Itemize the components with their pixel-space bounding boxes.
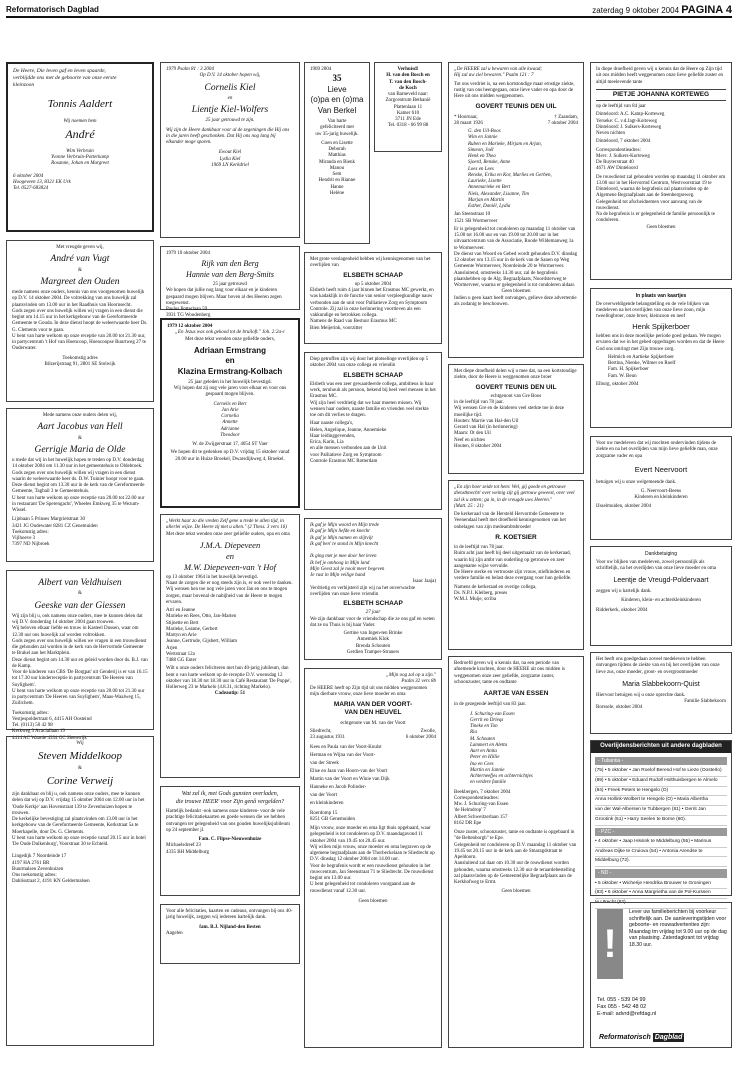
submission-info: ! Lever uw familieberichten bij voorkeur schriftelijk aan. De aanleveringstijden voor geboorte- en rouwadvertenties zijn: Maandag tm vrijdag tot 9.00 uur op de dag van plaatsing. Zaterdagkrant tot vrijdag 18.30 uur. Tel. 055 - 539 04 99 Fax 055 - 542 48 02 E-mail: advrd@refdag.nl Reformatorisch Dagblad xyxy=(590,902,732,1048)
page-header xyxy=(6,4,732,18)
list-item: (89) • 5 oktober • Eduard Rudolf Holthuisbergen te Almelo xyxy=(595,777,727,787)
other-papers-list: - Tubantia - (75) • 5 oktober • Jan Roelof Berend Hof te Lieze (Oosterlo) (89) • 5 oktober • Eduard Rudolf Holthuisbergen te Almelo (84) • Freek Peters te Hengelo (O) Anna Hollink-Wolbert te Hengelo (O) • Maria Albertha van der Wal-Albersen te Tubbergen (81) • Gerrit Jan Grootink (51) • Harry Seelen te Borne (60). - PZC - • 4 oktober • Jaap Hissink te Middelburg (55) • Marinus Andreas Dijke te Cruiova (54) • Antonia Arendse te Middelburg (72). - ND - • 5 oktober • Wicherije Hendrika Brouwer te Groningen (83) • 6 oktober • Anna Margrietha van de Pol-Kurssen te Utrecht (82). xyxy=(591,753,731,911)
list-item: Andreas Dijke te Cruiova (54) • Antonia Arendse te xyxy=(595,848,727,858)
obituary-notice: Bedroefd geven wij u kennis dat, na een periode van afnemende krachten, door de HEERE uit ons midden is weggenomen onze zeer geliefde, zorgzame zuster, schoonzuster, tante en oudtante AARTJE VAN ESSEN in de gezegende leeftijd van 83 jaar. J. Schuring-van Essen Gerrit en Drieqs Tineke en Ton Ria M. Schouten Lammert en Aletta Aart en Anita Peter en Hillie Ina en Cees Martin en Jannie Achterneefjes en achternichtjes en verdere familie Beekbergen, 7 oktober 2004 Correspondentieadres: Mw. J. Schuring-van Essen 'de Helmdrop' 7 Albert Schweitzerlaan 157 8162 DR Epe Onze zuster, schoonzuster, tante en oudtante is opgebaard in "de Beltenborgh" te Epe. Gelegenheid tot condoleren op D.V. maandag 11 oktober van 19.45 tot 20.15 uur in de kerk aan de Smaragdstraat te Apeldoorn. Aansluitend zal daar om 10.30 uur de rouwdienst worden gehouden, waarna omstreeks 12.30 uur de teraardebestelling zal plaatsvinden op de Gemeentelijke Begraafplaats aan de Kerkhofweg te Ermt. Geen bloemen xyxy=(448,656,584,1048)
thank-you-notice: Wat zal ik, met Gods gunsten overladen, die trouwe HEER' voor Zijn genâ vergelden? Hartelijk bedankt -ook namens onze kinderen- voor de vele prachtige felicitatiekaarten en goede wensen die we hebben ontvangen ter gelegenheid van ons gouden huwelijksjubileum op 24 september jl. Fam. C. Flipse-Nieuwenhuize Michaelsdreef 23 4335 BH Middelburg xyxy=(160,786,300,896)
wedding-announcement: Wij Steven Middelkoop & Corine Verweij zijn dankbaar en blij u, ook namens onze ouders, mee te kunnen delen dat wij op D.V. vrijdag 15 oktober 2004 om 12.00 uur in het 'Oude Kerkje' aan Hovenstraat 139 te Zevenhuizen hopen te trouwen. De kerkelijke bevestiging zal plaatsvinden om 13.00 uur in het kerkgebouw van de Gereformeerde Gemeente, Kerkstraat 5a te Moerkapelle, door Ds. G. Clements. U bent van harte welkom op onze receptie vanaf 20.15 uur in hotel 'De Oude Dulkenburg', Voorstraat 30 te Echteld. Lingedijk 7 Noordeinde 17 4197 HA 2761 BR Buurmalsen Zevenhuizen Ons toekomstig adres: Dahlisstraat 2, 4191 KN Geldermalsen xyxy=(6,736,154,1046)
wedding-announcement: Albert van Veldhuisen & Geeske van der Giessen Wij zijn blij u, ook namens onze ouders, mee te kunnen delen dat wij D.V. donderdag 14 oktober 2004 gaan trouwen. Wij beloven elkaar liefde en trouw in Kasteel Dussen, waar om 12.30 uur ons huwelijk zal worden voltrokken. Gods zegen over ons huwelijk willen we vragen in een trouwdienst die gehouden zal worden in de kerk van de Hervormde Gemeente te Brakel aan het Marktplein. Deze dienst begint om 14.30 uur en geleid worden door ds. B.J. van de Kamp. Voor de kinderen van CBS 'De Borgpat' uit Genderij is er van 16.15 tot 17.30 uur kinderreceptie in partycentrum 'De Heeren van Suylighem'. U bent van harte welkom op onze receptie van 20.00 tot 21.30 uur in partycentrum 'De Heeren van Suylighem', Maas-Waalweg 15, Zuilichem. Toekomstig adres: Vestjespoldertraat 6, 4415 AH Oosteind Tel. (0113) 50 42 98 Kerkweg 3 Acaciallaan 19 4414 AC Waarde 4334 GC Sleenwijk xyxy=(6,570,154,730)
anniversary-announcement: 1979 10 oktober 2004 Rijk van den Berg Hannie van den Berg-Smits 25 jaar getrouwd We hopen dat jullie nog lang voor elkaar en je kinderen gespaard mogen blijven. Maar boven al des Heeren zegen toegewenst. Paulus Potterlaan 59 3931 TG Woudenberg xyxy=(160,246,300,310)
thank-you-notice: In plaats van kaartjes De overweldigende belangstelling en de vele blijken van medeleven na het overlijden van onze lieve zoon, mijn tweelingbroer, onze broer, kleinzoon en neef Henk Spijkerboer hebben ons in deze moeilijke periode goed gedaan. We mogen ervaren dat we in het gebed opgedragen worden en dat de Heere God ons omringt met Zijn trouwe zorg. Helmich en Aartieke Spijkerboer Bertina, Nienke, Wilmer en Roelf Fam. H. Spijkerboer Fam. W. Beun Elburg, oktober 2004 xyxy=(590,288,732,428)
list-item: • 5 oktober • Wicherije Hendrika Brouwer te Groningen xyxy=(595,880,727,890)
anniversary-announcement: „Werkt haar zo die vreden Zelf gene u trede te allen tijd, in allerlei wijze. De Heere zij met u allen." (2 Thess. 3 vers 16) Met deze tekst wenden onze zeer geliefde ouders, opa en oma J.M.A. Diepeveen en M.W. Diepeveen-van 't Hof op 13 oktober 1964 in het huwelijk bevestigd. Naast de zorgen die er nog steeds zijn is, er ook veel te danken. Wij wensen hen toe nog vele jaren voor Jan en ons te mogen zorgen, maar bovenal de nabijheid van de Heere te mogen ervaren. Arri en Jeanne Marieke en Rees, Otto, Jan-Marten Stijnette en Bert Marieke, Leanne, Gerbert Martyn en Arie Jeanne, Gertrude, Gijsbert, William Arjen Wertstraat 12a 7488 GG Enter Wilt u onze ouders feliciteren met hun 40-jarig jubileum, dan bent u van harte welkom op de receptie D.V. woensdag 12 oktober van 18.30 tot 18.30 uur in Café Restaurant 'De Poppe', Hollerweg 23 te Markelo (4.8.31, richting Markelo). Cadeautip: 51 xyxy=(160,514,300,778)
list-item: van der Wal-Albersen te Tubbergen (81) • Gerrit Jan xyxy=(595,806,727,816)
thank-you-notice: Het heeft ons goedgedaan zoveel medeleven te hebben ontvangen tijdens de ziekte van en bij het overlijden van onze lieve zus, onze moeder, groot- en overgrootmoeder Maria Slabbekoorn-Quist Hiervoor betuigen wij u onze oprechte dank. Familie Slabbekoorn Borssele, oktober 2004 xyxy=(590,652,732,734)
dates-row: * Hoornaar, 28 maart 1926 † Zaandam, 7 oktober 2004 xyxy=(454,114,578,126)
birth-announcement: De Heere, Die leven gaf en leven spaarde, verblijdde ons met de geboorte van onze eerste kleinzoon Tonnis Aaldert Wij noemen hem André Wim Verbruin Yvonne Verbruin-Potterkamp Rosanne, Johan en Margreet 6 oktober 2004 Hoogeveen 13, 8321 EK Urk Tel. 0527-683824 xyxy=(6,62,154,232)
list-item: (75) • 5 oktober • Jan Roelof Berend Hof te Lieze (Oosterlo) xyxy=(595,767,727,777)
obituary-notice: Ik gaf je Mijn woord en Mijn trede Ik gaf je Mijn liefde en knecht Ik gaf je Mijn namen en slijtvijt Ik gaf ben' te stond in Mijn knecht Ik ging met je mee door het leven Ik hef je omhoog in Mijn land Mijn Geest zal je nooit meer begeven Je rust in Mijn veilige hand Isaac Jaaja) Verdrietig en verbijsterd zijn wij na het onverwachte overlijden van onze lieve vriendin ELSBETH SCHAAP 27 jaar We zijn dankbaar voor de vriendschap die ze ons gaf en weten dat ze nu Thuis is bij haar Vader. Gertine van Ingen-ten Brinke Annemiek Klok Brenda Schouten Gerdien Tramper-Strauers xyxy=(304,518,442,660)
paper-logo: Reformatorisch Dagblad xyxy=(599,1034,683,1041)
anniversary-announcement: 1979 12 oktober 2004 „En Jezus was ook gekood tot de bruiloft." Joh. 2:2a-c Met deze tekst wenden onze geliefde ouders, Adriaan Ermstrang en Klazina Ermstrang-Kolbach 25 jaar geleden in het huwelijk bevestigd. Wij hopen dat zij nog vele jaren voor elkaar en voor ons gespaard mogen blijven. Cornelis en Bert Jan Arie Cornelia Annette Adrianne Theodoor W. de Zwijgerstraat 17, 4054 ST Vaer We hopen dit te gedenken op D.V. vrijdag 15 oktober vanaf 20.00 uur in Huize Broekel, Dwarsdijkweg 4, Broekel. xyxy=(160,318,300,508)
thank-you-notice: Voor alle felicitaties, kaarten en cadeaus, ontvangen bij ons 40-jarig huwelijk, zeggen wij iedereen hartelijk dank. fam. B.J. Nijland-den Besten Aagelen xyxy=(160,904,300,964)
anniversary-notice: 1969 2004 35 Lieve (o)pa en (o)ma Van Berkel Van harte gefeliciteerd met uw 35-jarig huwelijk. Coen en Lisette Deborah Matthias Miranda en Bienk Manou Sem Hendrit en Rianne Hanne Helène xyxy=(304,62,370,244)
obituary-notice: „Mijn oog zal op u zijn." Psalm 32 vers 8b De HEERE heeft op Zijn tijd uit ons midden weggenomen mijn dierbare vrouw, onze lieve moeder en oma MARIA VAN DER VOORT- VAN DEN HEUVEL echtgenote van M. van der Voort Sliedrecht, 23 augustus 1931 Zwolle, 6 oktober 2004 Kees en Paula van der Voort-Knulst Herman en Wijna van der Voort- van der Streek Elise en Jaan van Hoorn-van der Voort Martin van der Voort en Winie van Dijk Hanneke en Jacob Polinder- van der Voort en kleinkinderen Roerdomp 15 8251 GB Genemuiden Mijn vrouw, onze moeder en oma ligt thuis opgebaard, waar gelegenheid is tot condoleren op D.V. maandagavond 11 oktober 2004 van 19.45 tot 20.45 uur. Wij willen mijn vrouw, onze moeder en oma begraven op de algemene begraafplaats aan de Thorbeckelaan te Sliedrecht op D.V. dinsdag 12 oktober 2004 om 14.00 uur. Voor de begrafenis wordt er een rouwdienst gehouden in het rouwcentrum, Jan Steenstraat 71 te Sliedrecht. De rouwdienst begint om 13.00 uur. U bent gelegenheid tot condoleren voorgaand aan de rouwdienst vanaf 12.30 uur. Geen bloemen xyxy=(304,668,442,1048)
obituary-notice: „En zijn hoer zeide tot hem: Wel, gij goede en getrouwe dienstknecht! over weinig zijt gij getrouw geweest, over veel zal ik u zetten; ga in, in de vreugde uws Heeren." (Matt. 25 : 21) De kerkeraad van de Hersteld Hervormde Gemeente te Veenendaal heeft met droefheid kennisgenomen van het onbelagen van zijn medeambtsbroeder R. KOETSIER in de leeftijd van 78 jaar. Ruim acht jaar heeft hij deel uitgemaakt van de kerkeraad, waarin hij zijn ambt van ouderling op getrouwe en zeer aangename wijze vervulde. De Heere sterke en vertrooste zijn vrouw, stiefkinderen en verdere familie en belast deze overgang voor hun geliefde. Namens de kerkeraad en overige collega, Ds. N.P.J. Kleiberg, preses W.M.J. Muije, scriba xyxy=(448,480,584,650)
list-item: Anna Hollink-Wolbert te Hengelo (O) • Maria Albertha xyxy=(595,796,727,806)
dates-row: Sliedrecht, 23 augustus 1931 Zwolle, 6 oktober 2004 xyxy=(310,729,436,741)
thank-you-notice: Voor uw medeleven dat wij mochten ondervinden tijdens de ziekte en na het overlijden van mijn lieve geliefde man, onze zorgzame vader en opa Evert Neervoort betuigen wij u onze welgemeende dank. G. Neervoort-Beens Kinderen en kleinkinderen IJsselmuiden, oktober 2004 xyxy=(590,436,732,540)
wedding-announcement: Mede namens onze ouders delen wij, Aart Jacobus van Hell & Gerrigje Maria de Olde u mede dat wij in het huwelijk hopen te treden op D.V. donderdag 14 oktober 2004 om 11.30 uur in het gemeentehuis te Oldebroek. Gods zegen over ons huwelijk willen wij vragen in een dienst waarin de weleerwaarde heer ds. D.W. Tuinier hoopt voor te gaan. Deze dienst begint om 13.30 uur in de kerk van de Gereformeerde Gemeente, Tagbail 3 te Gemeentehuis. U bent van harte welkom op onze receptie van 20.00 tot 22.00 uur in restaurant 'De Sperengacht', Wheeles Emkweg 35 te Wezum-Wissel. Lijnbaan 5 Prinses Margrietstraat 30 3421 JG Oudewater 8281 CZ Genemuiden Toekomstig adres: Vijlhoeve 3 7397 ND Nijbroek xyxy=(6,408,154,562)
obituary-notice: In diepe droefheid geven wij u kennis dat de Heere op Zijn tijd uit ons midden heeft weggenomen onze lieve geliefde zuster en altijd meelevende tante PIETJE JOHANNA KORTEWEG op de leeftijd van 84 jaar Dinteloord: A.C. Kamp-Korteweg Yerseke: C. v.d.Jagt-Korteweg Dinteloord: J. Sulkers-Korteweg Neven nichten Dinteloord, 7 oktober 2004 Correspondentieadres: Mevr. J. Sulkers-Korteweg De Ruyterstraat 40 4671 AW Dinteloord De rouwdienst zal gehouden worden op maandag 11 oktober om 13.00 uur in het Hervormd Centrum, Westvoorstraat 19 te Dinteloord, waarna de begrafenis zal plaatsvinden op de Algemene Begraafplaats aan de Steenbergseweg. Gelegenheid tot afscheidnemen voor aanvang van de rouwdienst. Na de begrafenis is er gelegenheid de familie persoonlijk te condoleren. Geen bloemen xyxy=(590,62,732,280)
list-item: (83) • 6 oktober • Anna Margrietha van de Pol-Kurssen xyxy=(595,889,727,899)
wedding-announcement: Met vreugde geven wij, André van Vugt & Margreet den Ouden mede namens onze ouders, kennis van ons voorgenomen huwelijk op D.V. 14 oktober 2004. De voltrekking van ons huwelijk zal plaatsvinden om 13.00 uur in het Raadhuis van Hoornsecht. Gods zegen over ons huwelijk willen wij vragen in een dienst die begint om 14.15 uur in het kerkgebouw van de Gereformeerde Gemeente te Gouda. In deze dienst hoopt de weleerwaarde heer Ds. G. Clements voor te gaan. U bent van harte welkom op onze receptie van 20.00 tot 21.30 uur, in partycentrum 't Hof van Hoencoop, Hoencoopse Buurtweg 27 te Ouderwater. Toekomstig adres Bilzerijstraag 91, 2801 SE Stolwijk xyxy=(6,240,154,402)
paper-title: Reformatorisch Dagblad xyxy=(6,5,99,14)
list-item: Grootink (51) • Harry Seelen te Borne (60). xyxy=(595,816,727,826)
obituary-notice: „De HEERE zal u bewaren van alle kwaad; Hij zal uw ziel bewaren." Psalm 121 : 7 Tot ons verdriet is, na een kortstondige maar ernstige ziekte, rustig van ons heengegaan, onze lieve vader en opa door de Here uit ons midden weggenomen. GOVERT TEUNIS DEN UIL * Hoornaar, 28 maart 1926 † Zaandam, 7 oktober 2004 G. den Uil-Boos Wim en Jannie Ruben en Marieke, Mirjam en Arjan, Simeon, Joël Henk en Thea Sjoerd, Renske, Anne Loes en Lees Renske, Erika en Kor, Marlies en Gerben, Laurieke, Lisette Annemarieke en Bert Niels, Alexander, Lisanne, Tim Marjan en Martin Esther, Daniël, Lydia Jan Steenstraat 10 1521 SB Wormerveer Er is gelegenheid tot condoleren op maandag 11 oktober van 15.00 tot 16.00 uur en van 19.00 tot 20.00 uur in het uitvaartcentrum van de Associatie, Roode Wildemanweg 1a te Wormerveer. De dienst van Woord en Gebed wordt gehouden D.V. dinsdag 12 oktober om 13.15 uur in de kerk van de Sanen op Weg Gemeente Wormerveer, Noordeinde 20 te Wormerveer. Aansluitend, omstreeks 14.30 uur, zal de begrafenis plaatshebben op de Alg. Begraafplaats, Noordsterweg te Wormerveer, waarna er gelegenheid is tot condoleren aldaar. Geen bloemen Indien u geen kaart heeft ontvangen, gelieve deze advertentie als zodanig te beschouwen. xyxy=(448,62,584,358)
baby-name: Tonnis Aaldert xyxy=(47,97,113,110)
obituary-notice: Diep getroffen zijn wij door het plotselinge overlijden op 5 oktober 2004 van onze collega en vriendin ELSBETH SCHAAP Elsbeth was een zeer gewaardeerde collega, ambitieus in haar werk, teruhouh als persoon, bekend bij heel veel mensen in het Erasmus MC. Wij zijn heel verdrietig dat we haar moeten missen. Wij wensen haar ouders, naaste familie en vrienden veel sterkte toe om dit verlies te dragen. Haar naaste collega's, Helen, Angelique, Jeanne, Annemieke Haar leidinggevenden, Erica, Karin, Lia en alle mensen verbonden aan de Unit voor Palliatieve Zorg en Symptoom Controle Erasmus MC Rotterdam xyxy=(304,352,442,510)
list-item: • 4 oktober • Jaap Hissink te Middelburg (55) • Marinus xyxy=(595,838,727,848)
thank-you-notice: Dankbetuiging Voor uw blijken van medeleven, zowel persoonlijk als schriftelijk, na het overlijden van onze lieve moeder en oma Leentje de Vreugd-Poldervaart zeggen wij u hartelijk dank. Kinderen, klein- en achterkleinkinderen Ridderkerk, oktober 2004 xyxy=(590,546,732,646)
list-item: Middelburg (72). xyxy=(595,857,727,867)
exclamation-icon: ! xyxy=(597,909,623,979)
anniversary-announcement: 1979 Psalm 81 : 3 2004 Op D.V. 14 oktober hopen wij, Cornelis Kiel en Lientje Kiel-Wolfers 25 jaar getrouwd te zijn. Wij zijn de Heere dankbaar voor al de zegeningen die Hij ons in die jaren heeft geschonken. Dat Hij ons nog lang bij elkander moge sparen. Ewout Kiel Lydia Kiel 1969 LN Kerkdriel xyxy=(160,62,300,238)
page-info: zaterdag 9 oktober 2004 PAGINA 4 xyxy=(592,4,732,16)
list-item: te Utrecht (82). xyxy=(595,899,727,909)
other-papers-box: Overlijdensberichten uit andere dagbladen - Tubantia - (75) • 5 oktober • Jan Roelof Berend Hof te Lieze (Oosterlo) (89) • 5 oktober • Eduard Rudolf Holthuisbergen te Almelo (84) • Freek Peters te Hengelo (O) Anna Hollink-Wolbert te Hengelo (O) • Maria Albertha van der Wal-Albersen te Tubbergen (81) • Gerrit Jan Grootink (51) • Harry Seelen te Borne (60). - PZC - • 4 oktober • Jaap Hissink te Middelburg (55) • Marinus Andreas Dijke te Cruiova (54) • Antonia Arendse te Middelburg (72). - ND - • 5 oktober • Wicherije Hendrika Brouwer te Groningen (83) • 6 oktober • Anna Margrietha van de Pol-Kurssen te Utrecht (82). xyxy=(590,740,732,896)
obituary-notice: Met grote verslagenheid hebben wij kennisgenomen van het overlijden van ELSBETH SCHAAP op 5 oktober 2004 Elsbeth heeft ruim 4 jaar binnen het Erasmus MC gewerkt, en was kadaklijk in de functie van senior verpleegkundige nauw verbonden aan de unit voor Palliatieve Zorg en Symptoom Controle. Zij zal in onze herinnering voortleven als een vakkundige en betrokken collega. Namens de Raad van Bestuur Erasmus MC Bien Meijerink, voorzitter xyxy=(304,252,442,344)
list-item: (84) • Freek Peters te Hengelo (O) xyxy=(595,787,727,797)
obituary-notice: Met diepe droefheid delen wij u mee dat, na een kortstondige ziekte, door de Heere is weggenomen onze broer GOVERT TEUNIS DEN UIL echtgenoot van Gre Boos in de leeftijd van 78 jaar. Wij wensen Gre en de kinderen veel sterkte toe in deze moeilijke tijd. Houten: Marrie van Hal-den Uil Gerard van Hal (in herinnering) Maarn: Ot den Uil Neef en nichtes Houten, 8 oktober 2004 xyxy=(448,364,584,474)
moving-notice: Verhuisd! H. van den Bosch en T. van den Bosch- de Koch van Barneveld naar: Zorgcentrum Bethanië Plattenlaan 11 Kamer 610 3711 JN Ede Tel. 0318 - 66 99 88 xyxy=(374,62,442,152)
